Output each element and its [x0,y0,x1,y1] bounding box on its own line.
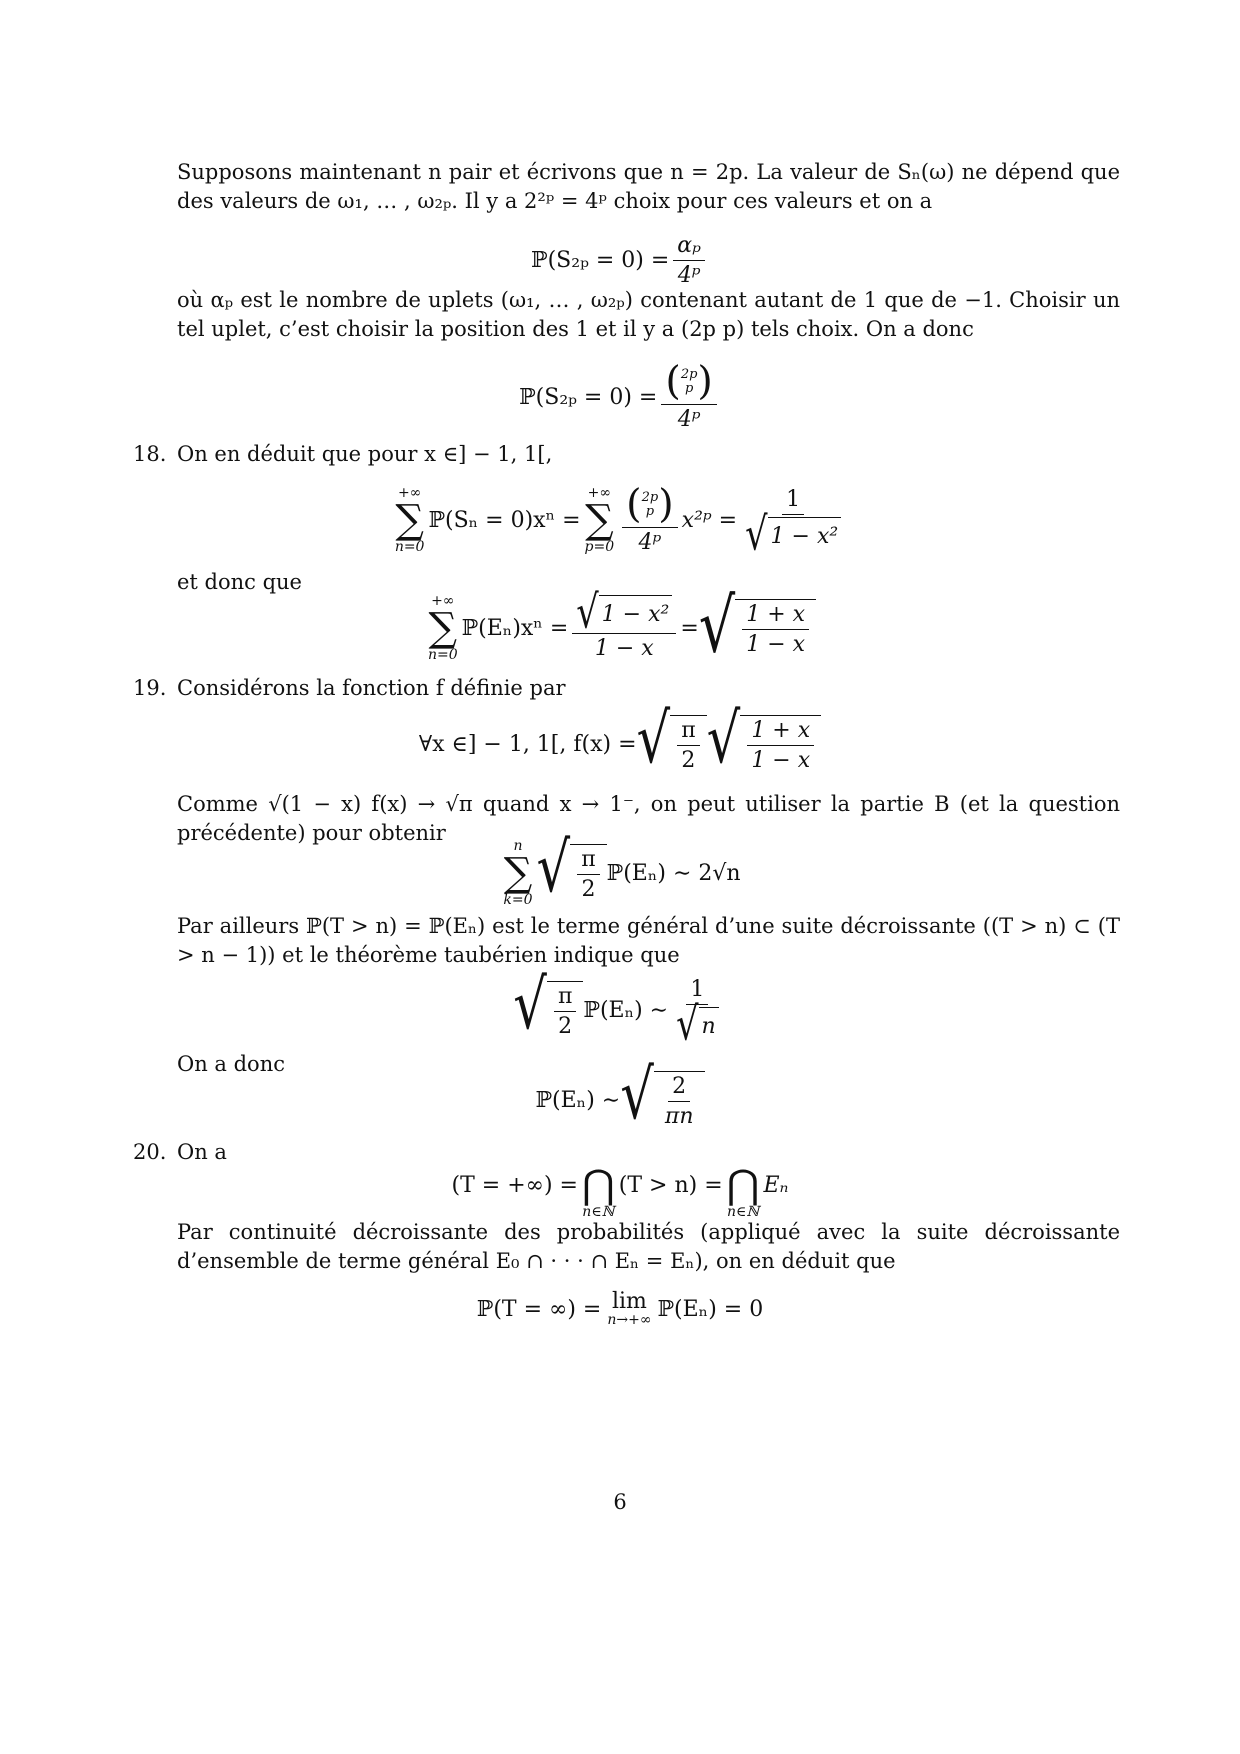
ratio-f-denominator: 1 − x [751,748,811,773]
sum3-fraction [572,586,676,661]
eq2-lhs: ℙ(S₂ₚ = 0) = [519,384,658,410]
q20-intro: On a [177,1140,227,1164]
sqrt-ratio: √ $\frac{1 + x}{1 - x}$ [699,599,816,657]
one-over-sqrt-n [672,977,723,1052]
question-number-19: 19. [133,676,167,700]
sum1-lower: n=0 [394,539,425,555]
q18-intro: On en déduit que pour x ∈] − 1, 1[, [177,442,553,466]
ratio-denominator: 1 − x [746,632,806,657]
equivalent-mid: ℙ(Eₙ) ∼ [583,997,669,1023]
paragraph-intro: Supposons maintenant n pair et écrivons que n = 2p. La valeur de Sₙ(ω) ne dépend que des valeurs de ω₁, … , ω₂ₚ. Il y a 2²ᵖ = 4ᵖ choix pour ces valeurs et on a [177,160,1120,213]
sqrt-n-denominator [672,998,723,1052]
sum4-upper: n [513,838,523,854]
sqrt-pi-over-2-c: √ $\frac{\pi}{2}$ [513,981,583,1039]
two-c-denominator: 2 [558,1014,573,1039]
sum-symbol-1: +∞ ∑ n=0 [394,485,425,555]
ratio-numerator: 1 + x [742,602,809,630]
binomial-coefficient-2: ( 2p p ) [626,481,674,528]
equals-sign: = [680,615,699,641]
binomial-coefficient: ( 2p p ) [665,358,713,405]
rhs-denominator [741,508,845,562]
sum3-upper: +∞ [431,593,455,609]
equation-s2p-alpha [0,230,1240,290]
sum3-term: ℙ(Eₙ)xⁿ = [461,615,569,641]
ratio-f-numerator: 1 + x [747,718,814,746]
equation-f-definition [0,699,1240,780]
one-numerator: 1 [686,977,708,1005]
ratio-f-fraction [747,718,814,773]
sqrt-pi-over-2: √ $\frac{\pi}{2}$ [637,715,707,773]
sqrt-n-body: n [699,1007,719,1042]
f-def-lhs: ∀x ∈] − 1, 1[, f(x) = [418,731,637,757]
sum2-lower: p=0 [584,539,615,555]
sum2-numerator [622,481,678,528]
pi-over-2-c [554,984,576,1039]
q18-and-so: et donc que [177,570,302,594]
lim-word: lim [611,1289,647,1314]
sum2-upper: +∞ [587,485,612,501]
pi-c-numerator: π [554,984,576,1012]
intersection-rhs: Eₙ [763,1172,789,1198]
sum4-lower: k=0 [503,892,533,908]
eq1-lhs: ℙ(S₂ₚ = 0) = [531,247,670,273]
equation-intersection [0,1150,1240,1220]
sum3-numerator [572,586,676,640]
eq1-denominator: 4ᵖ [677,262,701,288]
sqrt-pi-b-body [570,844,606,902]
eq2-numerator [661,358,717,405]
sqrt-body: 1 − x² [768,517,842,552]
binom2-bottom: p [645,504,655,519]
limit-rhs: ℙ(Eₙ) = 0 [657,1296,764,1322]
sum1-upper: +∞ [397,485,422,501]
eq1-numerator: αₚ [673,233,705,261]
equation-s2p-binomial [0,360,1240,434]
pi-over-2-b [577,847,599,902]
eq2-denominator: 4ᵖ [677,406,701,432]
eq1-fraction [673,233,705,288]
equation-partial-sum [0,828,1240,909]
sqrt-n: √ n [676,1007,719,1042]
sum3-lower: n=0 [427,647,458,663]
equation-generating-series-sn [0,480,1240,560]
eq2-fraction [661,358,717,432]
big-cap-2: ⋂ n∈ℕ [726,1162,760,1220]
equation-generating-series-en [0,583,1240,670]
binom-top: 2p [680,366,698,382]
sqrt-1-x2: √ 1 − x² [745,517,841,552]
rhs-fraction [741,487,845,562]
final-denominator: πn [664,1104,694,1129]
two-over-pi-n [661,1074,698,1129]
sum2-denominator: 4ᵖ [638,529,662,555]
lim-subscript: n→+∞ [607,1312,652,1328]
sqrt-numerator: √ 1 − x² [576,595,672,630]
pi-numerator: π [677,718,699,746]
binom2-top: 2p [641,489,659,505]
final-lhs: ℙ(Eₙ) ∼ [535,1087,621,1113]
sum-symbol-3: +∞ ∑ n=0 [427,593,458,663]
sum2-fraction [622,481,678,555]
sqrt-num-body: 1 − x² [599,595,673,630]
binom-bottom: p [684,381,694,396]
limit-operator [607,1291,651,1327]
rhs-numerator: 1 [782,487,804,515]
question-number-18: 18. [133,442,167,466]
sqrt-2-over-pi-n: √ $\frac{2}{\pi n}$ [620,1071,704,1129]
sqrt-ratio-f: √ $\frac{1 + x}{1 - x}$ [707,715,821,773]
sqrt-pi-c-body [547,981,583,1039]
sqrt-pi-body [670,715,706,773]
sqrt-pi-over-2-b: √ $\frac{\pi}{2}$ [537,844,607,902]
sqrt-ratio-f-body [740,715,821,773]
q19-ailleurs: Par ailleurs ℙ(T > n) = ℙ(Eₙ) est le terme général d’une suite décroissante ((T > n) ⊂ (T > n − 1)) et le théorème taubérien indique que [177,914,1120,967]
big-cap-1: ⋂ n∈ℕ [581,1162,615,1220]
ratio-fraction [742,602,809,657]
cap2-lower: n∈ℕ [726,1204,760,1220]
q20-continuite: Par continuité décroissante des probabilités (appliqué avec la suite décroissante d’ensemble de terme général E₀ ∩ · · · ∩ Eₙ = Eₙ), on en déduit que [177,1220,1120,1273]
sum2-power: x²ᵖ = [681,507,738,533]
sum3-denominator: 1 − x [594,635,654,661]
sum-symbol-4: n ∑ k=0 [503,838,533,908]
final-numerator: 2 [668,1074,690,1102]
equation-taubert-equivalent [0,965,1240,1052]
two-denominator: 2 [681,748,696,773]
q19-donc: On a donc [177,1052,285,1076]
intersection-lhs: (T = +∞) = [451,1172,578,1198]
two-b-denominator: 2 [581,877,596,902]
sum-symbol-2: +∞ ∑ p=0 [584,485,615,555]
limit-lhs: ℙ(T = ∞) = [476,1296,602,1322]
equation-limit [0,1284,1240,1334]
paragraph-alpha-definition: où αₚ est le nombre de uplets (ω₁, … , ω₂ₚ) contenant autant de 1 que de −1. Choisir un tel uplet, c’est choisir la position des 1 et il y a (2p p) tels choix. On a donc [177,288,1120,341]
sqrt-2-pi-n-body [654,1071,705,1129]
page-number: 6 [613,1490,627,1514]
question-number-20: 20. [133,1140,167,1164]
pi-b-numerator: π [577,847,599,875]
pi-over-2 [677,718,699,773]
sqrt-ratio-body [735,599,816,657]
q19-intro: Considérons la fonction f définie par [177,676,566,700]
sum4-rhs: ℙ(Eₙ) ∼ 2√n [606,860,741,886]
cap1-lower: n∈ℕ [582,1204,615,1220]
q19-comme: Comme √(1 − x) f(x) → √π quand x → 1⁻, on peut utiliser la partie B (et la question précédente) pour obtenir [177,792,1120,845]
intersection-mid: (T > n) = [618,1172,723,1198]
sum1-term: ℙ(Sₙ = 0)xⁿ = [428,507,581,533]
